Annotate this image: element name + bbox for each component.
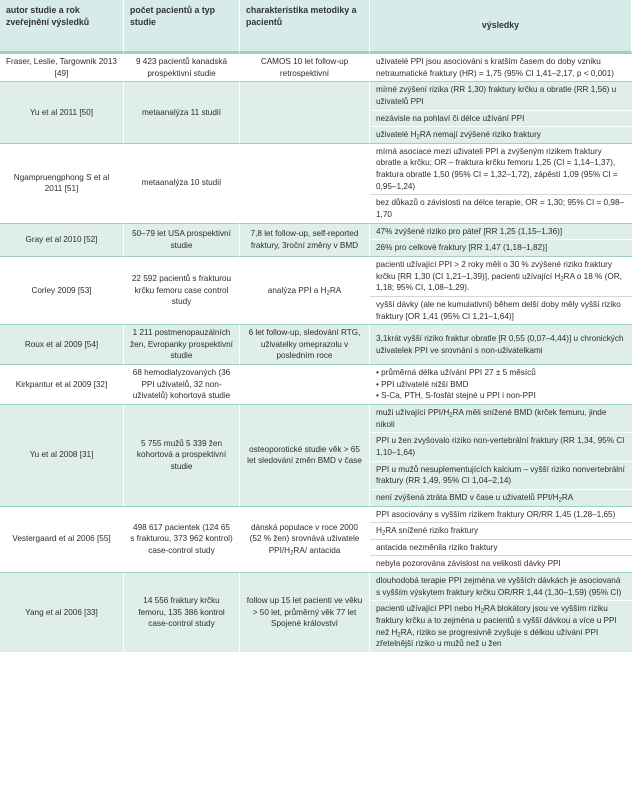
- table-row: [0, 572, 632, 600]
- study-reference: [50]: [79, 107, 94, 117]
- study-result: muži užívající PPI/$H_2RA$ měli snížené BMD (krček femuru, jinde nikoli: [370, 404, 632, 432]
- study-reference: [53]: [77, 285, 92, 295]
- study-author: Corley 2009: [31, 285, 78, 295]
- study-author-cell: [0, 404, 124, 505]
- study-method: [240, 81, 370, 143]
- study-result: uživatelé $H_2RA$ nemají zvýšené riziko fraktury: [370, 126, 632, 143]
- study-result: $H_2RA$ snížené riziko fraktury: [370, 522, 632, 539]
- study-author-cell: [0, 223, 124, 256]
- study-reference: [52]: [83, 235, 98, 244]
- study-result: pacienti užívající PPI > 2 roky měli o 30 % zvýšené riziko fraktury krčku [RR 1,30 (CI 1,21–1,39)], pacienti užívající $H_2RA$ o 18 % (OR, 1,18; 95% CI, 1,08–1,29).: [370, 256, 632, 296]
- study-result: bez důkazů o závislosti na délce terapie, OR = 1,30; 95% CI = 0,98–1,70: [370, 194, 632, 222]
- table-row: [0, 324, 632, 364]
- table-row: [0, 506, 632, 523]
- study-author-cell: [0, 324, 124, 364]
- study-patients: 14 556 fraktury krčku femoru, 135 386 kontrol case-control study: [124, 572, 240, 652]
- study-method: follow up 15 let pacienti ve věku > 50 let, průměrný věk 77 let Spojené království: [240, 572, 370, 652]
- study-method: dánská populace v roce 2000 (52 % žen) srovnává uživatele PPI/$H_2RA/$ antacida: [240, 506, 370, 573]
- table-body: [0, 53, 632, 652]
- study-author: Ngampruengphong S et al 2011: [13, 172, 110, 194]
- header-study: autor studie a rok zveřejnění výsledků: [0, 0, 124, 53]
- subscript: 2: [558, 497, 562, 504]
- study-method: CAMOS 10 let follow-up retrospektivní: [240, 53, 370, 81]
- study-result: pacienti užívající PPI nebo $H_2RA$ blokátory jsou ve vyšším riziku fraktury krčku a to zejména u pacientů s vyšší dávkou a více u PPI než $H_2RA$, riziko se progresivně zvyšuje s délkou užívání PPI zřetelnější riziko u mužů než u žen: [370, 600, 632, 652]
- table-row: [0, 256, 632, 296]
- study-author-cell: [0, 143, 124, 223]
- table-row: [0, 81, 632, 109]
- study-result: dlouhodobá terapie PPI zejména ve vyšších dávkách je asociovaná s vyšším výskytem fraktury krčku OR/RR 1,44 (1,30–1,59) (95% CI): [370, 572, 632, 600]
- study-author-cell: [0, 81, 124, 143]
- study-result: uživatelé PPI jsou asociováni s kratším časem do doby vzniku netraumatické fraktury (HR) = 1,75 (95% CI 1,41–2,17, p < 0,001): [370, 53, 632, 81]
- study-reference: [32]: [93, 379, 108, 389]
- study-patients: metaanalýza 11 studií: [124, 81, 240, 143]
- study-result: • průměrná délka užívání PPI 27 ± 5 měsíců • PPI uživatelé nižší BMD • S-Ca, PTH, S-fosfát stejné u PPI i non-PPI: [370, 364, 632, 404]
- study-patients: 5 755 mužů 5 339 žen kohortová a prospektivní studie: [124, 404, 240, 505]
- study-result: nezávisle na pohlaví či délce užívání PPI: [370, 110, 632, 127]
- header-results: výsledky: [370, 0, 632, 53]
- study-reference: [51]: [64, 184, 79, 194]
- subscript: 2: [290, 550, 294, 557]
- study-result: není zvýšená ztráta BMD v čase u uživatelů PPI/$H_2RA$: [370, 489, 632, 506]
- study-reference: [49]: [54, 68, 69, 78]
- study-result: mírná asociace mezi uživateli PPI a zvýšeným rizikem fraktury obratle a krčku; OR – fraktura krčku femoru 1,25 (CI = 1,14–1,37), fraktura obratle 1,50 (95% CI = 1,32–1,72), zápěstí 1,09 (95% CI = 0,95–1,24): [370, 143, 632, 195]
- study-result: 26% pro celkové fraktury [RR 1,47 (1,18–1,82)]: [370, 239, 632, 256]
- table-row: [0, 143, 632, 195]
- study-method: [240, 143, 370, 223]
- study-patients: 68 hemodialyzovaných (36 PPI uživatelů, 32 non-uživatelů) kohortová studie: [124, 364, 240, 404]
- study-author-cell: [0, 572, 124, 652]
- study-author: Yang et al 2006: [25, 607, 85, 617]
- study-author: Roux et al 2009: [24, 339, 85, 349]
- table-row: [0, 364, 632, 404]
- study-method: [240, 364, 370, 404]
- study-author: Fraser, Leslie, Targownik 2013: [6, 57, 117, 66]
- header-method: charakteristika metodiky a pacientů: [240, 0, 370, 53]
- study-reference: [54]: [84, 339, 99, 349]
- study-result: PPI asociovány s vyšším rizikem fraktury OR/RR 1,45 (1,28–1,65): [370, 506, 632, 523]
- study-patients: 9 423 pacientů kanadská prospektivní studie: [124, 53, 240, 81]
- study-reference: [33]: [84, 607, 98, 617]
- study-method: osteoporotické studie věk > 65 let sledování změn BMD v čase: [240, 404, 370, 505]
- study-result: 47% zvýšené riziko pro páteř [RR 1,25 (1,15–1,36)]: [370, 223, 632, 240]
- study-author: Yu et al 2011: [29, 107, 80, 117]
- subscript: 2: [397, 632, 401, 639]
- study-reference: [55]: [97, 534, 111, 544]
- study-author: Yu et al 2008: [29, 450, 80, 460]
- study-method: 7,8 let follow-up, self-reported fraktury, 3roční změny v BMD: [240, 223, 370, 256]
- subscript: 2: [480, 608, 485, 615]
- subscript: 2: [449, 412, 453, 419]
- study-result: mírné zvýšení rizika (RR 1,30) fraktury krčku a obratle (RR 1,56) u uživatelů PPI: [370, 81, 632, 109]
- study-author-cell: [0, 256, 124, 324]
- study-author-cell: [0, 364, 124, 404]
- study-patients: 50–79 let USA prospektivní studie: [124, 223, 240, 256]
- study-result: PPI u mužů nesuplementujících kalcium – vyšší riziko nonvertebrální fraktury (RR 1,49, 95% CI 1,04–2,14): [370, 461, 632, 489]
- study-author: Gray et al 2010: [25, 235, 84, 244]
- table-row: [0, 223, 632, 240]
- study-patients: 1 211 postmenopauzálních žen, Evropanky prospektivní studie: [124, 324, 240, 364]
- header-row: [0, 0, 632, 53]
- subscript: 2: [416, 134, 420, 141]
- study-reference: [31]: [79, 450, 94, 460]
- study-method: analýza PPI a $H_2RA$: [240, 256, 370, 324]
- study-author-cell: [0, 53, 124, 81]
- table-row: [0, 53, 632, 81]
- study-author: Kirkpantur et al 2009: [15, 379, 94, 389]
- study-method: 6 let follow-up, sledování RTG, uživatelky omeprazolu v posledním roce: [240, 324, 370, 364]
- study-author: Vestergaard et al 2006: [12, 534, 97, 544]
- study-result: 3,1krát vyšší riziko fraktur obratle [R 0,55 (0,07–4,44)] u chronických uživatelek PPI ve srovnání s non-uživatelkami: [370, 324, 632, 364]
- subscript: 2: [381, 530, 386, 537]
- study-result: antacida nezměnila riziko fraktury: [370, 539, 632, 556]
- study-author-cell: [0, 506, 124, 573]
- study-patients: 498 617 pacientek (124 65 s frakturou, 373 962 kontrol) case-control study: [124, 506, 240, 573]
- table-row: [0, 404, 632, 432]
- study-patients: metaanalýza 10 studií: [124, 143, 240, 223]
- subscript: 2: [560, 276, 564, 283]
- subscript: 2: [326, 290, 330, 297]
- study-result: PPI u žen zvyšovalo riziko non-vertebrální fraktury (RR 1,34, 95% CI 1,10–1,64): [370, 432, 632, 460]
- study-result: nebyla pozorována závislost na velikosti dávky PPI: [370, 555, 632, 572]
- study-patients: 22 592 pacientů s frakturou krčku femoru case control study: [124, 256, 240, 324]
- study-result: vyšší dávky (ale ne kumulativní) během delší doby měly vyšší riziko fraktury [OR 1,41 (95% CI 1,21–1,64)]: [370, 296, 632, 324]
- header-patients: počet pacientů a typ studie: [124, 0, 240, 53]
